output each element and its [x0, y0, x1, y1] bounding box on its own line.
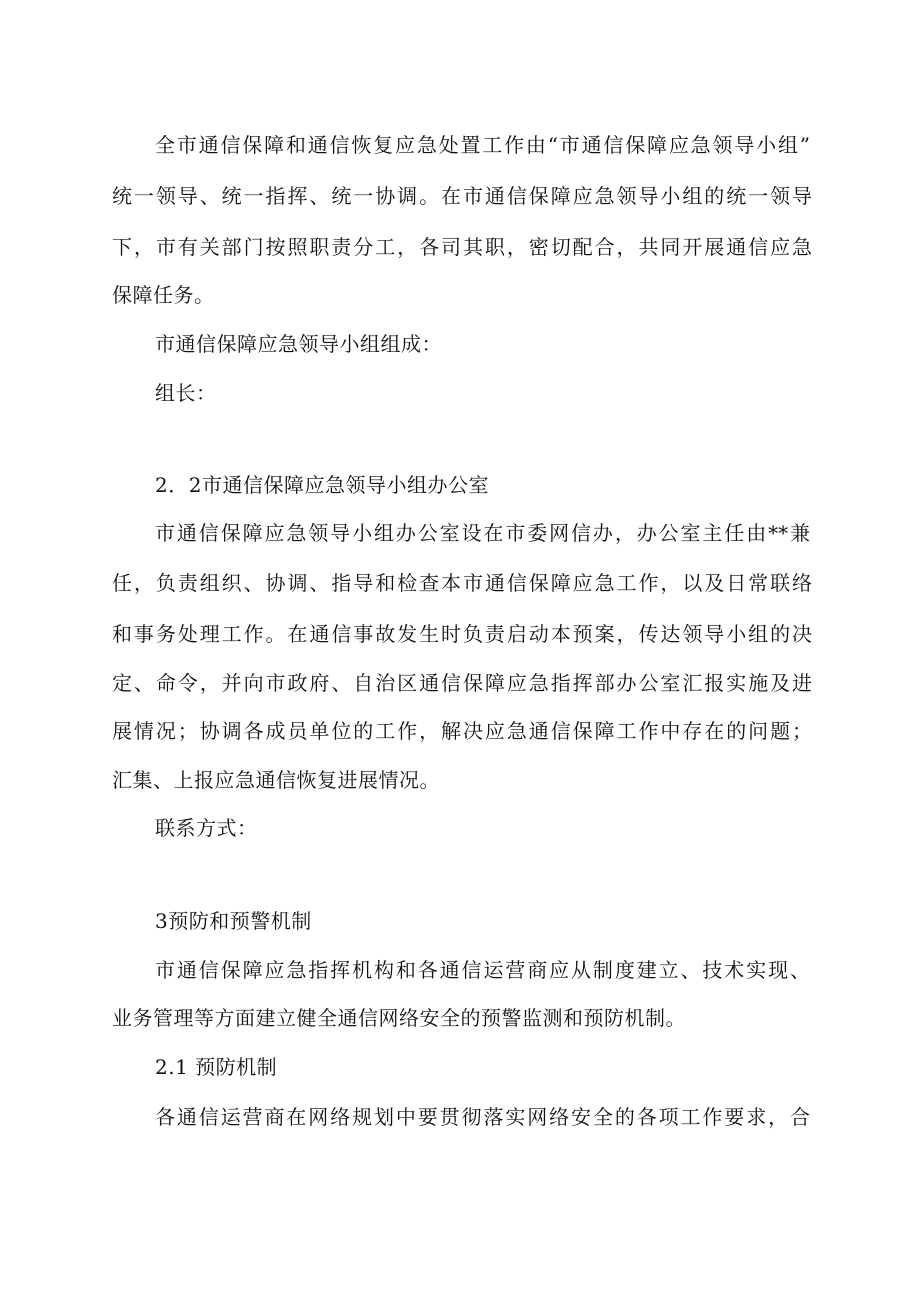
paragraph-line: 下，市有关部门按照职责分工，各司其职，密切配合，共同开展通信应急 — [112, 235, 812, 259]
paragraph-line: 各通信运营商在网络规划中要贯彻落实网络安全的各项工作要求，合 — [155, 1105, 810, 1129]
paragraph-line: 市通信保障应急领导小组办公室设在市委网信办，办公室主任由**兼 — [155, 521, 810, 545]
paragraph-line: 展情况；协调各成员单位的工作，解决应急通信保障工作中存在的问题； — [112, 719, 812, 743]
paragraph-line: 业务管理等方面建立健全通信网络安全的预警监测和预防机制。 — [112, 1006, 686, 1030]
paragraph-line: 联系方式： — [155, 816, 258, 840]
section-heading: 3预防和预警机制 — [155, 909, 312, 933]
paragraph-line: 组长： — [155, 381, 217, 405]
paragraph-line: 市通信保障应急指挥机构和各通信运营商应从制度建立、技术实现、 — [155, 958, 810, 982]
section-heading: 2.1 预防机制 — [155, 1055, 278, 1079]
section-heading: 2．2市通信保障应急领导小组办公室 — [155, 473, 489, 497]
paragraph-line: 市通信保障应急领导小组组成： — [155, 332, 442, 356]
paragraph-line: 定、命令，并向市政府、自治区通信保障应急指挥部办公室汇报实施及进 — [112, 671, 812, 695]
paragraph-line: 保障任务。 — [112, 283, 215, 307]
paragraph-line: 汇集、上报应急通信恢复进展情况。 — [112, 768, 440, 792]
paragraph-line: 和事务处理工作。在通信事故发生时负责启动本预案，传达领导小组的决 — [112, 622, 812, 646]
paragraph-line: 任，负责组织、协调、指导和检查本市通信保障应急工作，以及日常联络 — [112, 571, 812, 595]
paragraph-line: 统一领导、统一指挥、统一协调。在市通信保障应急领导小组的统一领导 — [112, 184, 812, 208]
paragraph-line: 全市通信保障和通信恢复应急处置工作由“市通信保障应急领导小组” — [155, 133, 810, 157]
